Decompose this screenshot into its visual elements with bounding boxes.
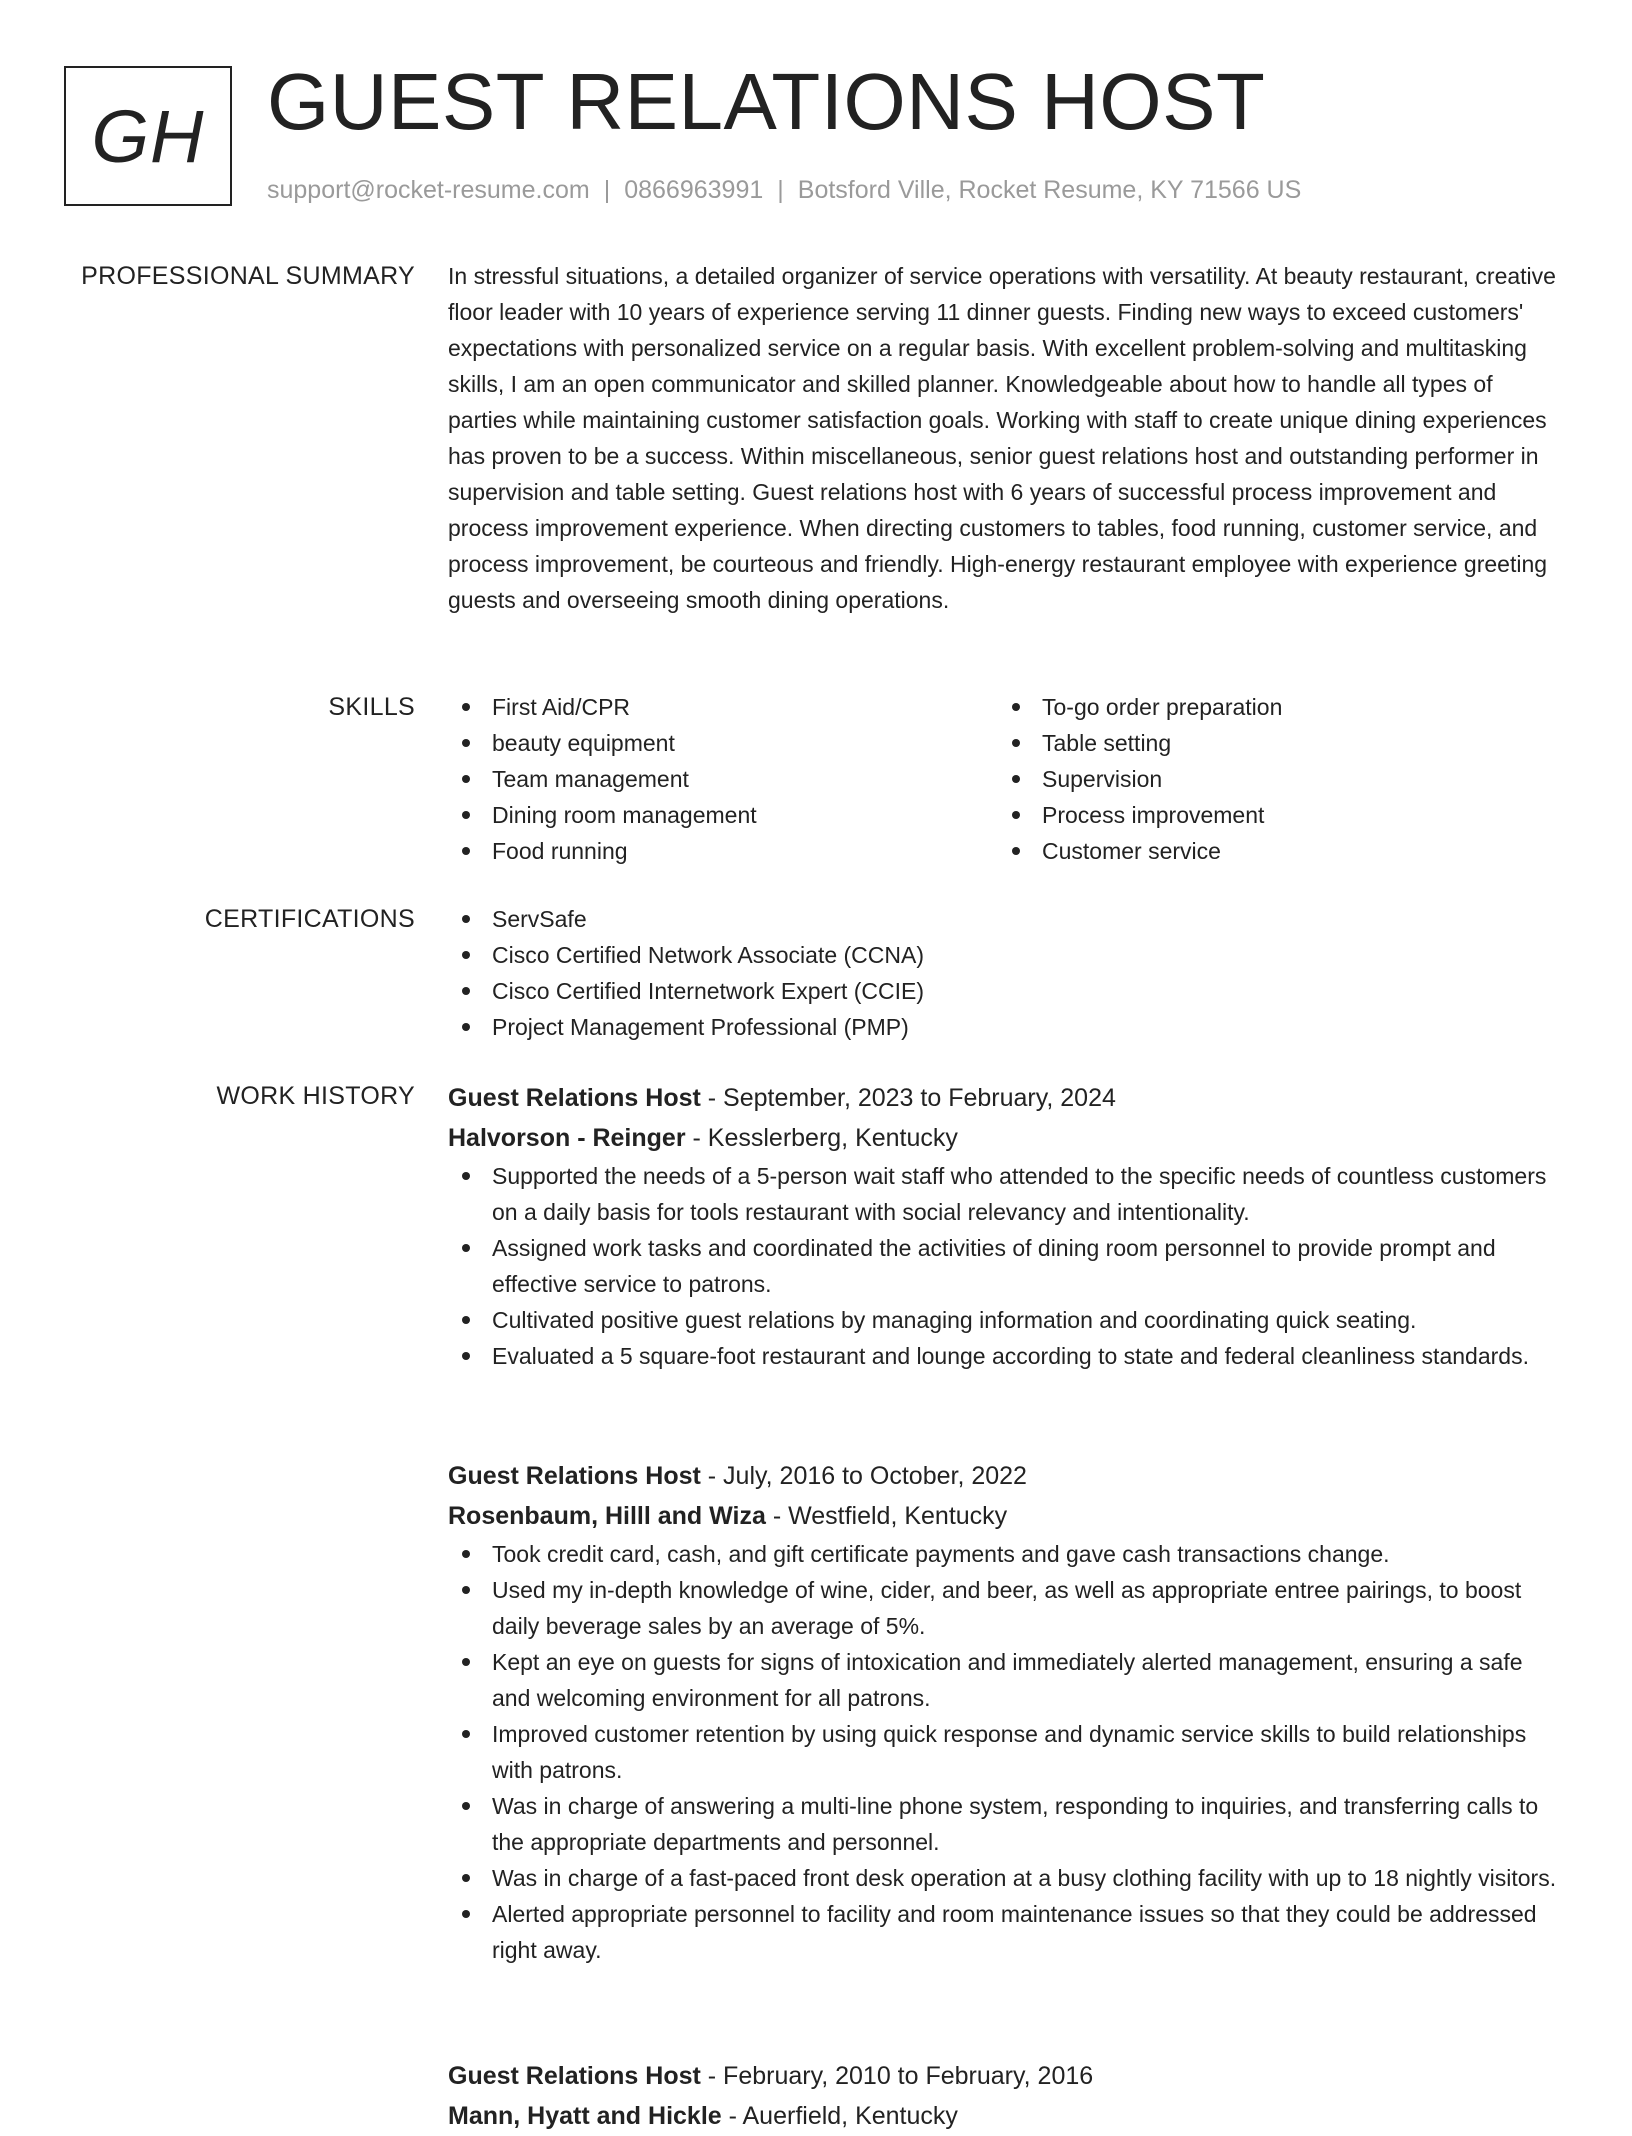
job-entry — [448, 1456, 1566, 1968]
job-dates: - February, 2010 to February, 2016 — [700, 2062, 1094, 2090]
job-company: Mann, Hyatt and Hickle — [448, 2102, 722, 2130]
skill-item: Customer service — [998, 833, 1548, 869]
job-bullet: Evaluated a 5 square-foot restaurant and lounge according to state and federal cleanliness standards. — [448, 1338, 1566, 1374]
skill-item: Dining room management — [448, 797, 998, 833]
job-bullets — [448, 1536, 1566, 1968]
job-bullet: Kept an eye on guests for signs of intoxication and immediately alerted management, ensuring a safe and welcoming environment for all patrons. — [448, 1644, 1566, 1716]
certification-item: Cisco Certified Internetwork Expert (CCIE) — [448, 973, 1566, 1009]
contact-email: support@rocket-resume.com — [267, 176, 590, 204]
job-bullet: Was in charge of a fast-paced front desk operation at a busy clothing facility with up to 18 nightly visitors. — [448, 1860, 1566, 1896]
certifications-body — [448, 901, 1566, 1045]
job-location: - Kesslerberg, Kentucky — [685, 1124, 958, 1152]
skill-item: Team management — [448, 761, 998, 797]
contact-separator: | — [777, 176, 784, 204]
job-title: Guest Relations Host — [448, 1462, 701, 1490]
skills-list-right — [998, 689, 1548, 869]
skill-item: Process improvement — [998, 797, 1548, 833]
job-company: Rosenbaum, Hilll and Wiza — [448, 1502, 766, 1530]
job-dates: - September, 2023 to February, 2024 — [700, 1084, 1116, 1112]
job-bullet: Improved customer retention by using quick response and dynamic service skills to build relationships with patrons. — [448, 1716, 1566, 1788]
skill-item: First Aid/CPR — [448, 689, 998, 725]
summary-body — [448, 258, 1566, 618]
skill-item: Food running — [448, 833, 998, 869]
summary-heading: PROFESSIONAL SUMMARY — [81, 262, 415, 290]
job-bullet: Used my in-depth knowledge of wine, cider, and beer, as well as appropriate entree pairings, to boost daily beverage sales by an average of 5%. — [448, 1572, 1566, 1644]
skills-body — [448, 689, 1566, 869]
monogram-logo: GH — [64, 66, 232, 206]
skills-list-left — [448, 689, 998, 869]
skill-item: Table setting — [998, 725, 1548, 761]
certification-item: Project Management Professional (PMP) — [448, 1009, 1566, 1045]
job-company: Halvorson - Reinger — [448, 1124, 686, 1152]
job-bullet: Assigned work tasks and coordinated the activities of dining room personnel to provide prompt and effective service to patrons. — [448, 1230, 1566, 1302]
job-title-line — [448, 1456, 1566, 1496]
job-bullet: Cultivated positive guest relations by managing information and coordinating quick seating. — [448, 1302, 1566, 1338]
job-bullets — [448, 1158, 1566, 1374]
job-location: - Auerfield, Kentucky — [721, 2102, 958, 2130]
contact-address: Botsford Ville, Rocket Resume, KY 71566 US — [797, 176, 1302, 204]
certifications-list — [448, 901, 1566, 1045]
certification-item: Cisco Certified Network Associate (CCNA) — [448, 937, 1566, 973]
skill-item: To-go order preparation — [998, 689, 1548, 725]
skill-item: beauty equipment — [448, 725, 998, 761]
job-title: Guest Relations Host — [448, 1084, 701, 1112]
contact-phone: 0866963991 — [624, 176, 764, 204]
job-bullet: Took credit card, cash, and gift certificate payments and gave cash transactions change. — [448, 1536, 1566, 1572]
certifications-heading: CERTIFICATIONS — [204, 905, 415, 933]
summary-text: In stressful situations, a detailed organizer of service operations with versatility. At beauty restaurant, creative floor leader with 10 years of experience serving 11 dinner guests. Finding new ways to exceed customers' expectations with personalized service on a regular basis. With excellent problem-solving and multitasking skills, I am an open communicator and skilled planner. Knowledgeable about how to handle all types of parties while maintaining customer satisfaction goals. Working with staff to create unique dining experiences has proven to be a success. Within miscellaneous, senior guest relations host and outstanding performer in supervision and table setting. Guest relations host with 6 years of successful process improvement and process improvement experience. When directing customers to tables, food running, customer service, and process improvement, be courteous and friendly. High-energy restaurant employee with experience greeting guests and overseeing smooth dining operations. — [448, 263, 1556, 613]
job-location: - Westfield, Kentucky — [765, 1502, 1008, 1530]
job-bullet: Supported the needs of a 5-person wait staff who attended to the specific needs of countless customers on a daily basis for tools restaurant with social relevancy and intentionality. — [448, 1158, 1566, 1230]
job-title-line — [448, 1078, 1566, 1118]
work-history-heading: WORK HISTORY — [216, 1082, 415, 1110]
page-title: GUEST RELATIONS HOST — [267, 57, 1266, 146]
job-bullet: Alerted appropriate personnel to facility and room maintenance issues so that they could be addressed right away. — [448, 1896, 1566, 1968]
job-entry — [448, 1078, 1566, 1374]
skills-heading: SKILLS — [328, 693, 415, 721]
job-title: Guest Relations Host — [448, 2062, 701, 2090]
job-bullet: Was in charge of answering a multi-line phone system, responding to inquiries, and transferring calls to the appropriate departments and personnel. — [448, 1788, 1566, 1860]
job-company-line — [448, 1496, 1566, 1536]
job-company-line — [448, 1118, 1566, 1158]
skills-column-left — [448, 689, 998, 869]
job-title-line — [448, 2056, 1566, 2096]
certification-item: ServSafe — [448, 901, 1566, 937]
job-company-line — [448, 2096, 1566, 2136]
skills-column-right — [998, 689, 1548, 869]
job-dates: - July, 2016 to October, 2022 — [700, 1462, 1027, 1490]
job-entry — [448, 2056, 1566, 2136]
contact-line — [267, 174, 1301, 206]
skill-item: Supervision — [998, 761, 1548, 797]
contact-separator: | — [603, 176, 611, 204]
